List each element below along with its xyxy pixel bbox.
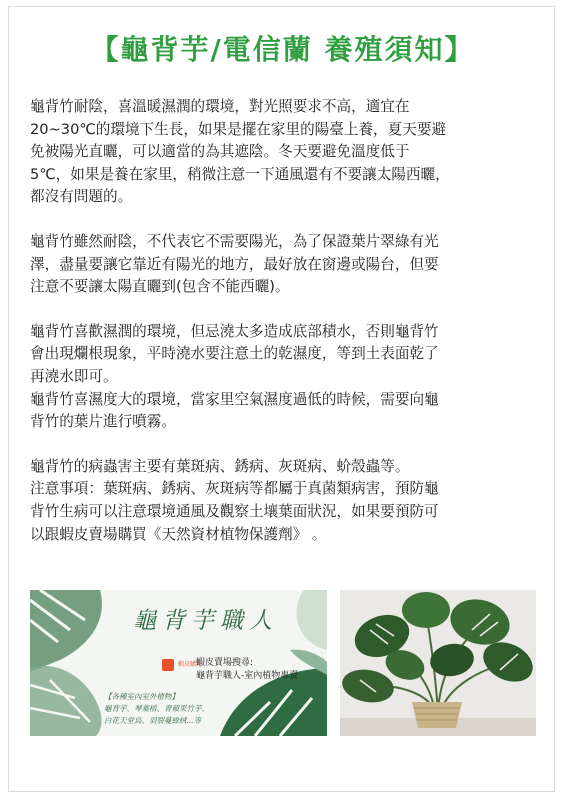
text-line: 龜背竹喜歡濕潤的環境，但忌澆太多造成底部積水，否則龜背竹 — [30, 322, 439, 340]
shopee-bag-icon — [162, 659, 174, 671]
brand-name: 龜背芋職人 — [133, 608, 278, 634]
tagline-line: 白花天堂鳥、羽裂蔓綠絨...等 — [104, 716, 202, 725]
text-line: 都沒有問題的。 — [30, 188, 133, 206]
tagline-line: 龜背芋、琴葉榕、青蘋果竹芋、 — [104, 704, 209, 713]
text-line: 免被陽光直曬，可以適當的為其遮陰。冬天要避免溫度低于 — [30, 143, 410, 161]
text-line: 龜背竹的病蟲害主要有葉斑病、銹病、灰斑病、蚧殼蟲等。 — [30, 457, 410, 475]
text-line: 注意不要讓太陽直曬到(包含不能西曬)。 — [30, 278, 290, 296]
shop-banner — [30, 590, 327, 736]
page-title: 【龜背芋/電信蘭 養殖須知】 — [90, 33, 475, 66]
text-line: 龜背竹耐陰，喜溫暖濕潤的環境，對光照要求不高，適宜在 — [30, 98, 410, 115]
text-line: 注意事項：葉斑病、銹病、灰斑病等都屬于真菌類病害，預防龜 — [30, 480, 439, 498]
paragraph-light — [30, 231, 535, 299]
paragraph-watering — [30, 321, 535, 434]
text-line: 龜背竹喜濕度大的環境，當家里空氣濕度過低的時候，需要向龜 — [30, 390, 439, 408]
text-line: 背竹的葉片進行噴霧。 — [30, 413, 176, 431]
text-line: 再澆水即可。 — [30, 367, 118, 385]
shop-platform-label: 蝦皮購物 — [178, 661, 203, 668]
text-line: 20~30℃的環境下生長，如果是擺在家里的陽臺上養，夏天要避 — [30, 120, 447, 138]
text-line: 以跟蝦皮賣場購買《天然資材植物保護劑》 。 — [30, 525, 327, 543]
text-line: 5℃，如果是養在家里，稍微注意一下通風還有不要讓太陽西曬， — [30, 165, 450, 183]
search-hint-label: 蝦皮賣場搜尋: — [196, 658, 254, 668]
article-body — [30, 96, 535, 546]
paragraph-pests — [30, 456, 535, 546]
text-line: 龜背竹雖然耐陰，不代表它不需要陽光，為了保證葉片翠綠有光 — [30, 232, 439, 250]
text-line: 會出現爛根現象，平時澆水要注意土的乾濕度，等到土表面乾了 — [30, 345, 439, 363]
text-line: 澤，盡量要讓它靠近有陽光的地方，最好放在窗邊或陽台，但要 — [30, 255, 439, 273]
monstera-plant-photo — [340, 590, 536, 736]
search-hint-store: 龜背芋職人-室內植物專賣 — [196, 671, 299, 681]
paragraph-environment — [30, 96, 535, 209]
tagline-heading: 【各種室內室外植物】 — [104, 692, 179, 701]
text-line: 背竹生病可以注意環境通風及觀察土壤葉面狀況，如果要預防可 — [30, 502, 439, 520]
monstera-illustration — [340, 590, 536, 736]
